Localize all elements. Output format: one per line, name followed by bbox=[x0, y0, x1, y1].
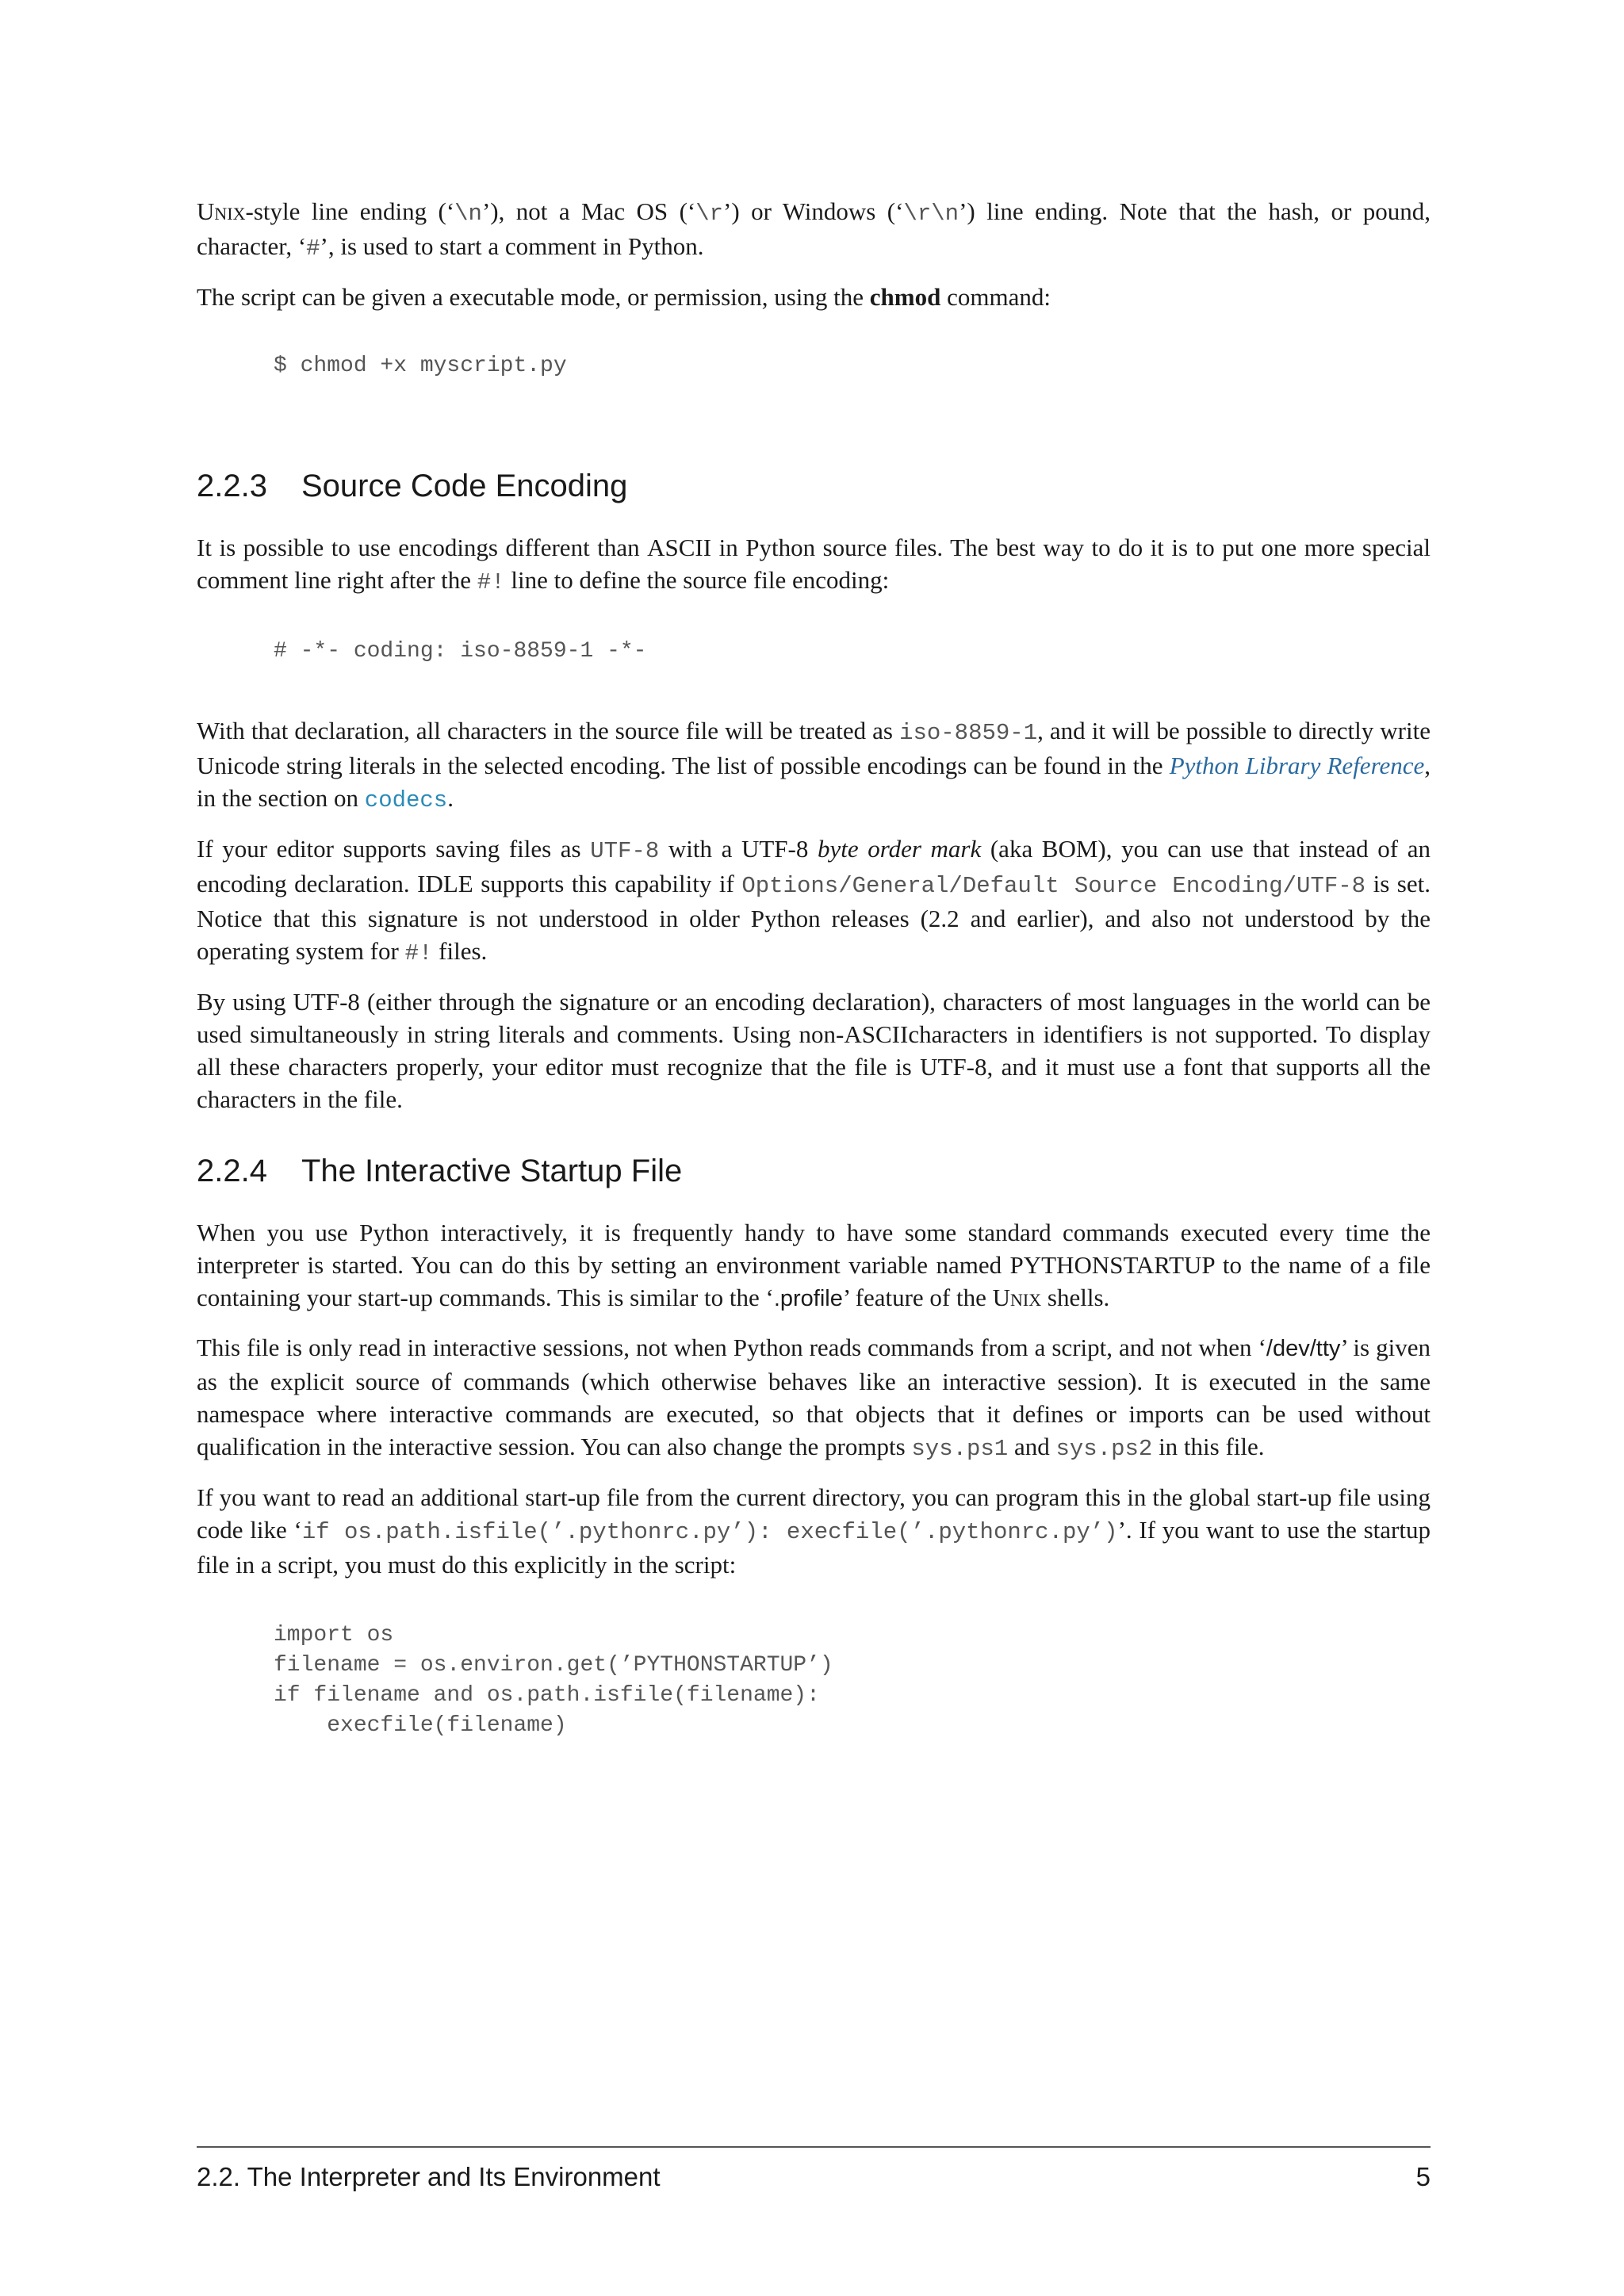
code-newline: \n bbox=[454, 201, 482, 227]
code-shebang: #! bbox=[477, 569, 505, 595]
code-utf-8: UTF-8 bbox=[590, 838, 660, 864]
page-number: 5 bbox=[1415, 2162, 1431, 2191]
unix-smallcaps: Unix bbox=[992, 1284, 1042, 1311]
page-body bbox=[197, 195, 1431, 1741]
paragraph-pythonstartup: When you use Python interactively, it is frequently handy to have some standard commands executed every time the interpreter is started. You can do this by setting an environment variable named PYTHONSTARTUP to the name of a file containing your start-up commands. This is similar to the ‘.profile’ feature of the Unix shells. bbox=[197, 1219, 1431, 1311]
paragraph-bom: If your editor supports saving files as UTF-8 with a UTF-8 byte order mark (aka BOM), you can use that instead of an encoding declaration. IDLE supports this capability if Options/General/Default Source Encoding/UTF-8 is set. Notice that this signature is not understood in older Python releases (2.2 and earlier), and also not understood by the operating system for #! files. bbox=[197, 835, 1431, 966]
library-reference-link[interactable]: Python Library Reference bbox=[1169, 752, 1425, 779]
code-iso-8859-1: iso-8859-1 bbox=[899, 720, 1038, 746]
section-title: Source Code Encoding bbox=[301, 469, 628, 503]
code-block-coding: # -*- coding: iso-8859-1 -*- bbox=[274, 639, 647, 664]
code-block-startup-script: import os filename = os.environ.get(’PYTHONSTARTUP’) if filename and os.path.isfile(filename): execfile(filename) bbox=[274, 1623, 833, 1738]
section-number: 2.2.3 bbox=[197, 469, 267, 503]
code-sys-ps2: sys.ps2 bbox=[1055, 1436, 1153, 1462]
paragraph-declaration: With that declaration, all characters in the source file will be treated as iso-8859-1, and it will be possible to directly write Unicode string literals in the selected encoding. The list of possible encodings can be found in the Python Library Reference, in the section on codecs. bbox=[197, 717, 1431, 813]
page-footer bbox=[197, 2146, 1431, 2192]
paragraph-line-ending: Unix-style line ending (‘\n’), not a Mac OS (‘\r’) or Windows (‘\r\n’) line ending. Note that the hash, or pound, character, ‘#’, is used to start a comment in Python. bbox=[197, 197, 1431, 262]
code-block-chmod: $ chmod +x myscript.py bbox=[274, 354, 567, 378]
code-idle-option: Options/General/Default Source Encoding/UTF-8 bbox=[741, 873, 1366, 899]
code-isfile-example: if os.path.isfile(’.pythonrc.py’): execfile(’.pythonrc.py’) bbox=[301, 1519, 1118, 1545]
codecs-link[interactable]: codecs bbox=[364, 787, 448, 813]
paragraph-chmod: The script can be given a executable mode, or permission, using the chmod command: bbox=[197, 283, 1051, 311]
byte-order-mark-emphasis: byte order mark bbox=[817, 835, 982, 863]
section-heading-2-2-3 bbox=[197, 469, 1431, 504]
code-crlf: \r\n bbox=[903, 201, 959, 227]
profile-filename: .profile bbox=[773, 1286, 843, 1311]
dev-tty-filename: /dev/tty bbox=[1266, 1336, 1341, 1361]
section-heading-2-2-4 bbox=[197, 1154, 1431, 1189]
code-shebang: #! bbox=[404, 940, 433, 966]
footer-section-title: 2.2. The Interpreter and Its Environment bbox=[197, 2162, 661, 2191]
ascii-smallcaps: ASCII bbox=[844, 1020, 909, 1048]
paragraph-interactive-sessions: This file is only read in interactive sessions, not when Python reads commands from a script, and not when ‘/dev/tty’ is given as the explicit source of commands (which otherwise behaves like an interactive session). It is executed in the same namespace where interactive commands are executed, so that objects that it defines or imports can be used without qualification in the interactive session. You can also change the prompts sys.ps1 and sys.ps2 in this file. bbox=[197, 1334, 1431, 1462]
paragraph-additional-startup: If you want to read an additional start-up file from the current directory, you can program this in the global start-up file using code like ‘if os.path.isfile(’.pythonrc.py’): execfile(’.pythonrc.py’)’. If you want to use the startup file in a script, you must do this explicitly in the script: bbox=[197, 1483, 1431, 1578]
code-sys-ps1: sys.ps1 bbox=[911, 1436, 1009, 1462]
section-title: The Interactive Startup File bbox=[301, 1154, 683, 1188]
section-number: 2.2.4 bbox=[197, 1154, 267, 1188]
code-carriage-return: \r bbox=[695, 201, 724, 227]
paragraph-encodings: It is possible to use encodings different than ASCII in Python source files. The best way to do it is to put one more special comment line right after the #! line to define the source file encoding: bbox=[197, 534, 1431, 595]
code-hash: # bbox=[306, 235, 320, 262]
ascii-smallcaps: ASCII bbox=[647, 534, 712, 561]
paragraph-utf8-usage: By using UTF-8 (either through the signature or an encoding declaration), characters of most languages in the world can be used simultaneously in string literals and comments. Using non-ASCIIcharacters in identifiers is not supported. To display all these characters properly, your editor must recognize that the file is UTF-8, and it must use a font that supports all the characters in the file. bbox=[197, 988, 1431, 1113]
unix-smallcaps: Unix bbox=[197, 197, 246, 225]
chmod-bold: chmod bbox=[869, 283, 941, 311]
